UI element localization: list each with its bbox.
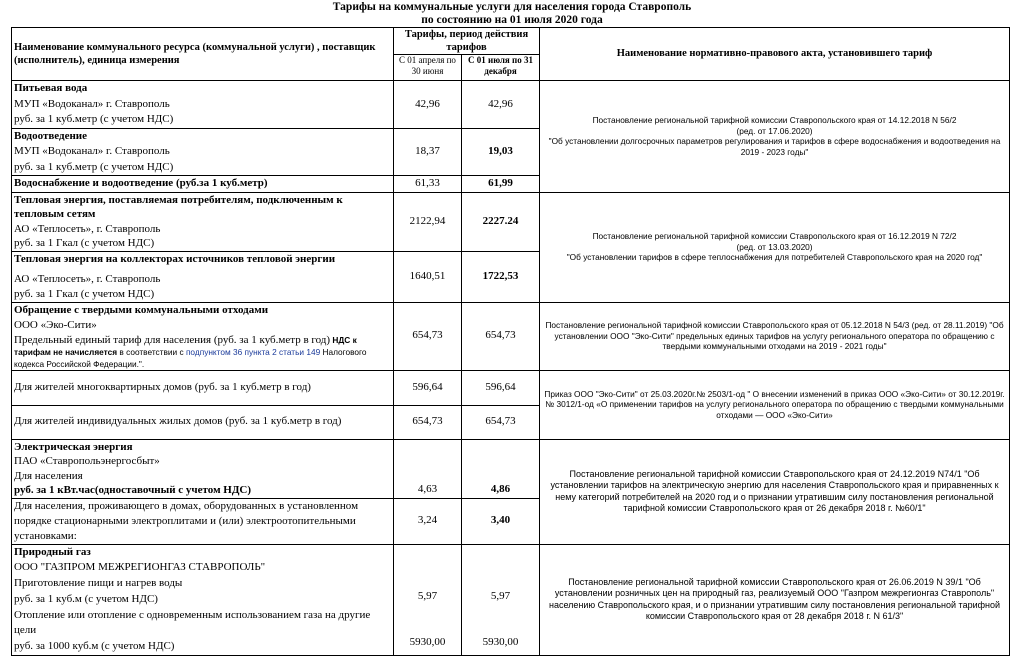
- houses-value-2: 654,73: [462, 405, 540, 439]
- document-title: Тарифы на коммунальные услуги для населения города Ставрополь: [332, 1, 692, 13]
- water-cell: [12, 81, 394, 129]
- heat-collector-supplier: АО «Теплосеть», г. Ставрополь: [14, 272, 161, 285]
- water-legal-act: [540, 81, 1010, 193]
- electricity-cell: [12, 439, 394, 498]
- heat-unit: руб. за 1 Гкал (с учетом НДС): [14, 237, 155, 249]
- electricity-population: Для населения: [14, 469, 83, 482]
- electricity-legal-act: Постановление региональной тарифной комиссии Ставропольского края от 24.12.2019 N74/1 "Об установлении тарифов на электрическую энергию для населения Ставропольского края и приравненных к нему категорий потребителей на 2020 год и о признании утратившим силу постановления региональной тарифной комиссии Ставропольского края от 26 декабря 2018 г. №60/1": [550, 468, 999, 513]
- heat-collector-value-1: 1640,51: [394, 251, 462, 302]
- waste-note: [14, 333, 391, 370]
- sewer-heading: Водоотведение: [14, 129, 88, 142]
- gas-heating-unit: руб. за 1000 куб.м (с учетом НДС): [14, 640, 175, 653]
- heat-heading: Тепловая энергия, поставляемая потребителям, подключенным к тепловым сетям: [14, 193, 343, 220]
- heat-act-line-1: Постановление региональной тарифной комиссии Ставропольского края от 16.12.2019 N 72/2: [592, 231, 957, 242]
- waste-note-a: Предельный единый тариф для населения (руб. за 1 куб.метр в год): [14, 333, 331, 346]
- gas-cooking-value-1: 5,97: [417, 589, 438, 602]
- waste-cell: [12, 302, 394, 370]
- header-period-1: С 01 апреля по 30 июня: [394, 55, 462, 81]
- waste-value-1: 654,73: [394, 302, 462, 370]
- gas-cell: [12, 544, 394, 656]
- apartments-label: Для жителей многоквартирных домов (руб. за 1 куб.метр в год): [12, 370, 394, 405]
- waste-heading: Обращение с твердыми коммунальными отходами: [14, 303, 269, 316]
- sewer-value-1: 18,37: [394, 128, 462, 176]
- gas-values-1: [394, 544, 462, 656]
- electricity-unit: руб. за 1 кВт.час(одноставочный с учетом НДС): [14, 484, 252, 496]
- water-act-line-1: Постановление региональной тарифной комиссии Ставропольского края от 14.12.2018 N 56/2: [592, 115, 957, 126]
- heat-value-1: 2122,94: [394, 192, 462, 251]
- gas-heading: Природный газ: [14, 545, 91, 558]
- water-supplier: МУП «Водоканал» г. Ставрополь: [14, 97, 170, 110]
- waste-legal-act: Постановление региональной тарифной комиссии Ставропольского края от 05.12.2018 N 54/3 (ред. от 28.11.2019) "Об установлении ООО "Эко-Сити" предельных единых тарифов на услугу регионального оператора по обращению с твердыми коммунальными отходами на 2019 - 2021 годы": [540, 302, 1010, 370]
- waste-supplier: ООО «Эко-Сити»: [14, 318, 97, 331]
- gas-supplier: ООО "ГАЗПРОМ МЕЖРЕГИОНГАЗ СТАВРОПОЛЬ": [14, 561, 266, 574]
- houses-value-1: 654,73: [394, 405, 462, 439]
- electricity-heading: Электрическая энергия: [14, 440, 133, 453]
- gas-cooking-unit: руб. за 1 куб.м (с учетом НДС): [14, 592, 158, 605]
- header-period-2: С 01 июля по 31 декабря: [462, 55, 540, 81]
- gas-cooking-value-2: 5,97: [490, 589, 511, 602]
- gas-heating-value-2: 5930,00: [482, 636, 519, 649]
- water-value-1: 42,96: [394, 81, 462, 129]
- electricity-legal-act-cell: [540, 439, 1010, 544]
- header-resource: Наименование коммунального ресурса (коммунальной услуги) , поставщик (исполнитель), единица измерения: [12, 28, 394, 81]
- heat-act-line-2: (ред. от 13.03.2020): [736, 241, 813, 252]
- waste-value-2: 654,73: [462, 302, 540, 370]
- header-legal-act: Наименование нормативно-правового акта, установившего тариф: [540, 28, 1010, 81]
- houses-label: Для жителей индивидуальных жилых домов (руб. за 1 куб.метр в год): [12, 405, 394, 439]
- electricity-value-2: 4,86: [462, 439, 540, 498]
- electricity-value-1: 4,63: [394, 439, 462, 498]
- eco-city-order: Приказ ООО "Эко-Сити" от 25.03.2020г.№ 2503/1-од " О внесении изменений в приказ ООО «Эко-Сити» от 30.12.2019г. № 3012/1-од «О применении тарифов на услугу регионального оператора по обращению с твердыми коммунальными отходами — ООО «Эко-Сити»: [540, 370, 1010, 439]
- water-heading: Питьевая вода: [14, 82, 88, 94]
- electricity-supplier: ПАО «Ставропольэнергосбыт»: [14, 455, 160, 467]
- apartments-value-1: 596,64: [394, 370, 462, 405]
- electricity-stoves-label: Для населения, проживающего в домах, оборудованных в установленном порядке стационарными электроплитами и (или) электроотопительными установками:: [12, 498, 394, 544]
- heat-collector-heading: Тепловая энергия на коллекторах источников тепловой энергии: [14, 252, 336, 265]
- heat-value-2: 2227.24: [462, 192, 540, 251]
- gas-legal-act-cell: [540, 544, 1010, 656]
- apartments-value-2: 596,64: [462, 370, 540, 405]
- waste-note-d: Налогового кодекса Российской Федерации.".: [14, 346, 367, 369]
- heat-legal-act: [540, 192, 1010, 302]
- water-unit: руб. за 1 куб.метр (с учетом НДС): [14, 113, 174, 125]
- water-act-line-2: (ред. от 17.06.2020): [736, 125, 813, 136]
- tax-code-link[interactable]: подпунктом 36 пункта 2 статьи 149: [185, 346, 321, 357]
- water-sewer-total-value-2: 61,99: [462, 176, 540, 193]
- waste-note-b: НДС к тарифам не начисляется: [14, 334, 357, 357]
- water-act-line-3: "Об установлении долгосрочных параметров регулирования и тарифов в сфере водоснабжения и водоотведения на 2019 - 2023 годы": [548, 136, 1001, 157]
- header-tariffs: Тарифы, период действия тарифов: [394, 28, 540, 55]
- heat-act-line-3: "Об установлении тарифов в сфере теплоснабжения для потребителей Ставропольского края на 2020 год": [566, 252, 983, 263]
- waste-note-c: в соответствии с: [117, 346, 186, 357]
- heat-collector-unit: руб. за 1 Гкал (с учетом НДС): [14, 287, 155, 300]
- electricity-stoves-value-1: 3,24: [394, 498, 462, 544]
- gas-values-2: [462, 544, 540, 656]
- tariff-table: [11, 27, 1010, 656]
- water-value-2: 42,96: [462, 81, 540, 129]
- water-sewer-total-value-1: 61,33: [394, 176, 462, 193]
- electricity-stoves-value-2: 3,40: [462, 498, 540, 544]
- gas-heating-value-1: 5930,00: [409, 636, 446, 649]
- sewer-value-2: 19,03: [462, 128, 540, 176]
- water-sewer-total-label: Водоснабжение и водоотведение (руб.за 1 куб.метр): [12, 176, 394, 193]
- heat-supplier: АО «Теплосеть», г. Ставрополь: [14, 222, 161, 235]
- gas-legal-act: Постановление региональной тарифной комиссии Ставропольского края от 26.06.2019 N 39/1 "Об установлении розничных цен на природный газ, реализуемый ООО "Газпром межрегионгаз Ставрополь" населению Ставропольского края, и о признании утратившим силу постановления региональной тарифной комиссии Ставропольского края от 28 декабря 2018 г. N 61/3": [549, 576, 1001, 622]
- sewer-supplier: МУП «Водоканал» г. Ставрополь: [14, 145, 170, 157]
- sewer-unit: руб. за 1 куб.метр (с учетом НДС): [14, 160, 174, 173]
- gas-heating: Отопление или отопление с одновременным использованием газа на другие цели: [14, 608, 371, 637]
- document-subtitle: по состоянию на 01 июля 2020 года: [421, 14, 603, 26]
- heat-collector-value-2: 1722,53: [462, 251, 540, 302]
- heat-collector-cell: [12, 251, 394, 302]
- heat-cell: [12, 192, 394, 251]
- gas-cooking: Приготовление пищи и нагрев воды: [14, 577, 183, 590]
- sewer-cell: [12, 128, 394, 176]
